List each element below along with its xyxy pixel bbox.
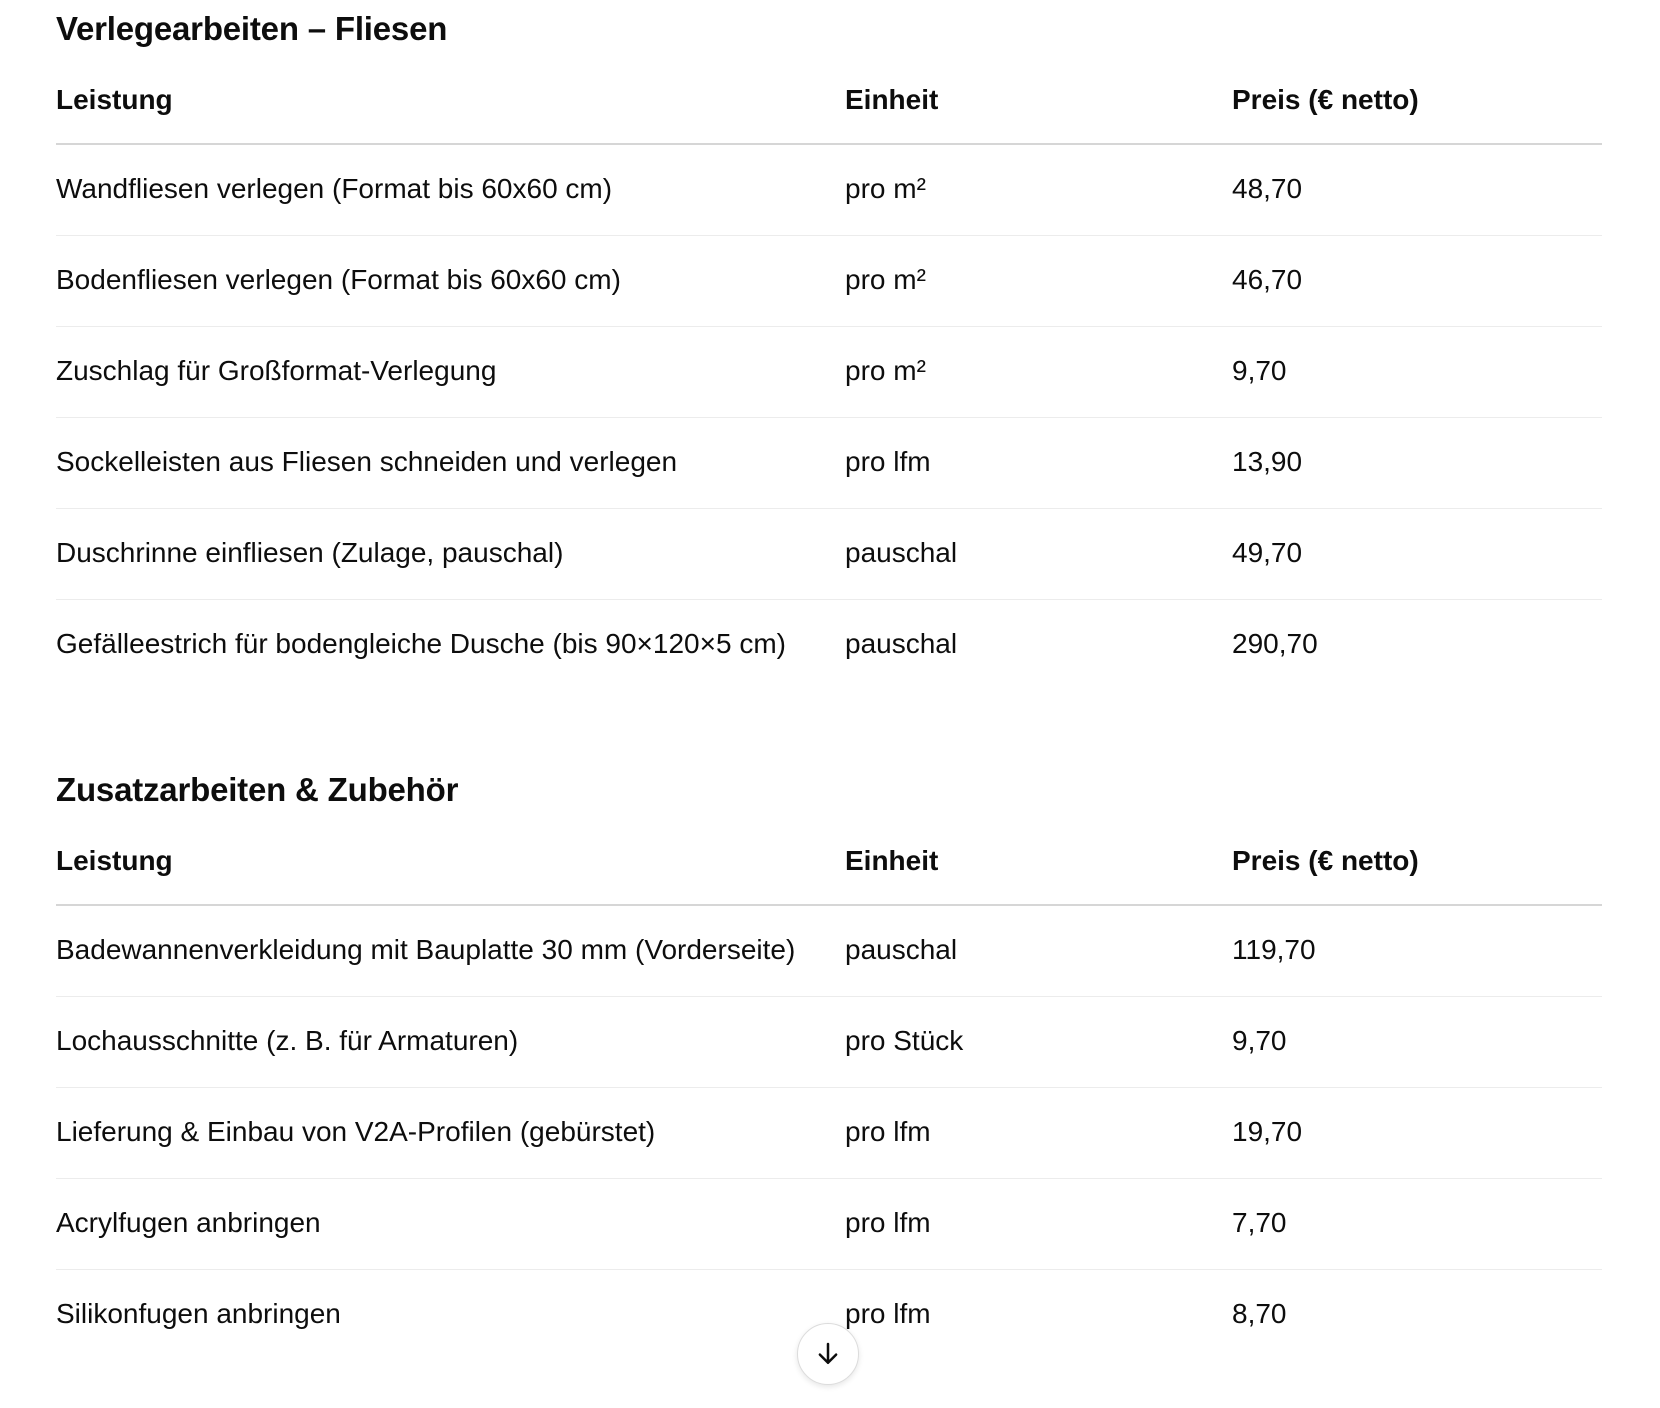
cell-einheit: pro lfm [845,418,1232,509]
table-row [56,327,1602,418]
cell-leistung: Bodenfliesen verlegen (Format bis 60x60 cm) [56,236,845,327]
cell-leistung: Duschrinne einfliesen (Zulage, pauschal) [56,509,845,600]
cell-leistung: Zuschlag für Großformat-Verlegung [56,327,845,418]
price-table-verlegearbeiten [56,80,1602,690]
column-header-preis: Preis (€ netto) [1232,841,1602,905]
table-row [56,1179,1602,1270]
table-row [56,509,1602,600]
cell-leistung: Lochausschnitte (z. B. für Armaturen) [56,997,845,1088]
main-content [56,0,1602,1360]
cell-preis: 9,70 [1232,997,1602,1088]
cell-einheit: pro lfm [845,1179,1232,1270]
table-row [56,997,1602,1088]
cell-preis: 290,70 [1232,628,1318,659]
cell-preis: 8,70 [1232,1298,1287,1329]
cell-einheit: pauschal [845,905,1232,997]
table-row [56,418,1602,509]
column-header-leistung: Leistung [56,80,845,144]
cell-preis: 7,70 [1232,1179,1602,1270]
cell-preis: 13,90 [1232,418,1602,509]
cell-leistung: Wandfliesen verlegen (Format bis 60x60 cm) [56,144,845,236]
cell-preis: 48,70 [1232,144,1602,236]
cell-preis: 119,70 [1232,905,1602,997]
column-header-einheit: Einheit [845,841,1232,905]
column-header-preis: Preis (€ netto) [1232,80,1602,144]
cell-preis: 49,70 [1232,509,1602,600]
column-header-einheit: Einheit [845,80,1232,144]
price-table-zusatzarbeiten [56,841,1602,1360]
table-row [56,905,1602,997]
cell-leistung: Gefälleestrich für bodengleiche Dusche (bis 90×120×5 cm) [56,628,786,659]
table-header-row [56,841,1602,905]
cell-einheit: pro m² [845,327,1232,418]
section-title-zusatzarbeiten: Zusatzarbeiten & Zubehör [56,771,459,808]
column-header-leistung: Leistung [56,841,845,905]
cell-preis: 19,70 [1232,1088,1602,1179]
scroll-to-bottom-button[interactable] [797,1323,859,1385]
cell-einheit: pro lfm [845,1088,1232,1179]
cell-leistung: Badewannenverkleidung mit Bauplatte 30 mm (Vorderseite) [56,905,845,997]
cell-leistung: Lieferung & Einbau von V2A-Profilen (gebürstet) [56,1088,845,1179]
section-title-verlegearbeiten: Verlegearbeiten – Fliesen [56,10,448,47]
table-row [56,1088,1602,1179]
cell-leistung: Acrylfugen anbringen [56,1179,845,1270]
cell-leistung: Silikonfugen anbringen [56,1298,341,1329]
table-header-row [56,80,1602,144]
cell-einheit: pro m² [845,144,1232,236]
cell-preis: 46,70 [1232,236,1602,327]
cell-einheit: pro lfm [845,1298,931,1329]
cell-einheit: pauschal [845,509,1232,600]
arrow-down-icon [813,1339,843,1369]
table-row [56,236,1602,327]
cell-einheit: pauschal [845,628,958,659]
cell-leistung: Sockelleisten aus Fliesen schneiden und verlegen [56,418,845,509]
table-row [56,600,1602,691]
cell-einheit: pro m² [845,236,1232,327]
cell-einheit: pro Stück [845,997,1232,1088]
table-row [56,144,1602,236]
cell-preis: 9,70 [1232,327,1602,418]
